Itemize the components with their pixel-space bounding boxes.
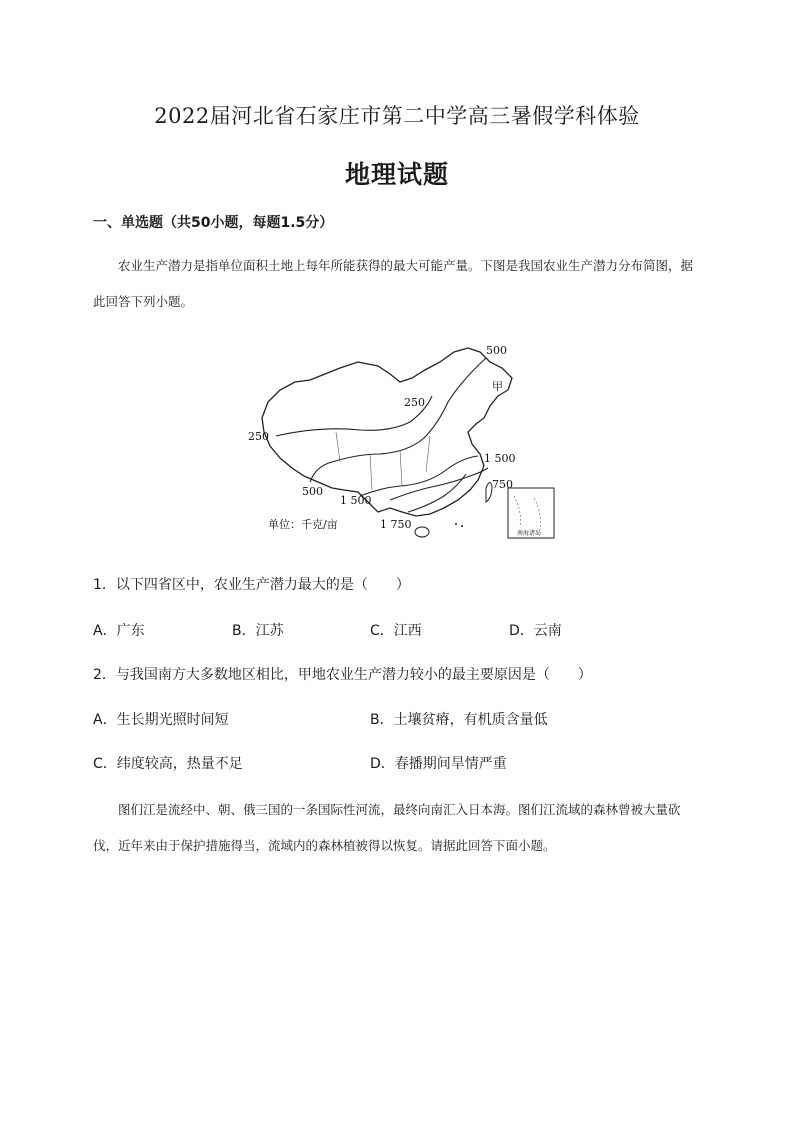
label-jia: 甲	[492, 380, 503, 393]
passage-1: 农业生产潜力是指单位面积土地上每年所能获得的最大可能产量。下图是我国农业生产潜力分布简图，据此回答下列小题。	[93, 258, 694, 309]
question-1-option-c: C．江西	[370, 623, 422, 639]
question-1-option-a: A．广东	[93, 623, 145, 639]
label-1500-east: 1 500	[484, 452, 516, 465]
label-500-ne: 500	[486, 344, 507, 357]
question-2-option-a: A．生长期光照时间短	[93, 712, 229, 728]
page-subtitle: 地理试题	[344, 160, 449, 189]
label-750: 750	[492, 478, 513, 491]
label-250-center: 250	[404, 396, 425, 409]
isoline-750	[390, 468, 488, 500]
question-2-option-c: C．纬度较高，热量不足	[93, 756, 243, 772]
question-1-option-b: B．江苏	[232, 623, 284, 639]
section-heading: 一、单选题（共50小题，每题1.5分）	[93, 215, 334, 231]
question-2-stem: 2．与我国南方大多数地区相比，甲地农业生产潜力较小的最主要原因是（ ）	[93, 667, 592, 683]
province-lines	[336, 432, 430, 490]
label-1500-south: 1 500	[340, 494, 372, 507]
label-250-west: 250	[248, 430, 269, 443]
question-2-option-b: B．土壤贫瘠，有机质含量低	[370, 712, 548, 728]
question-1-option-d: D．云南	[509, 623, 562, 639]
inset-label: 南海诸岛	[517, 530, 542, 537]
label-1750: 1 750	[380, 518, 412, 531]
question-2-option-d: D．春播期间旱情严重	[370, 756, 507, 772]
china-agri-potential-map	[240, 340, 560, 540]
isoline-500	[310, 358, 486, 482]
isoline-1750	[408, 474, 466, 512]
hainan-island	[415, 527, 429, 537]
map-unit-label: 单位：千克/亩	[268, 518, 338, 531]
question-1-stem: 1．以下四省区中，农业生产潜力最大的是（ ）	[93, 577, 410, 593]
label-500-sw: 500	[302, 485, 323, 498]
page-title: 2022届河北省石家庄市第二中学高三暑假学科体验	[154, 104, 640, 128]
passage-2: 图们江是流经中、朝、俄三国的一条国际性河流，最终向南汇入日本海。图们江流域的森林曾被大量砍伐，近年来由于保护措施得当，流域内的森林植被得以恢复。请据此回答下面小题。	[93, 802, 681, 853]
